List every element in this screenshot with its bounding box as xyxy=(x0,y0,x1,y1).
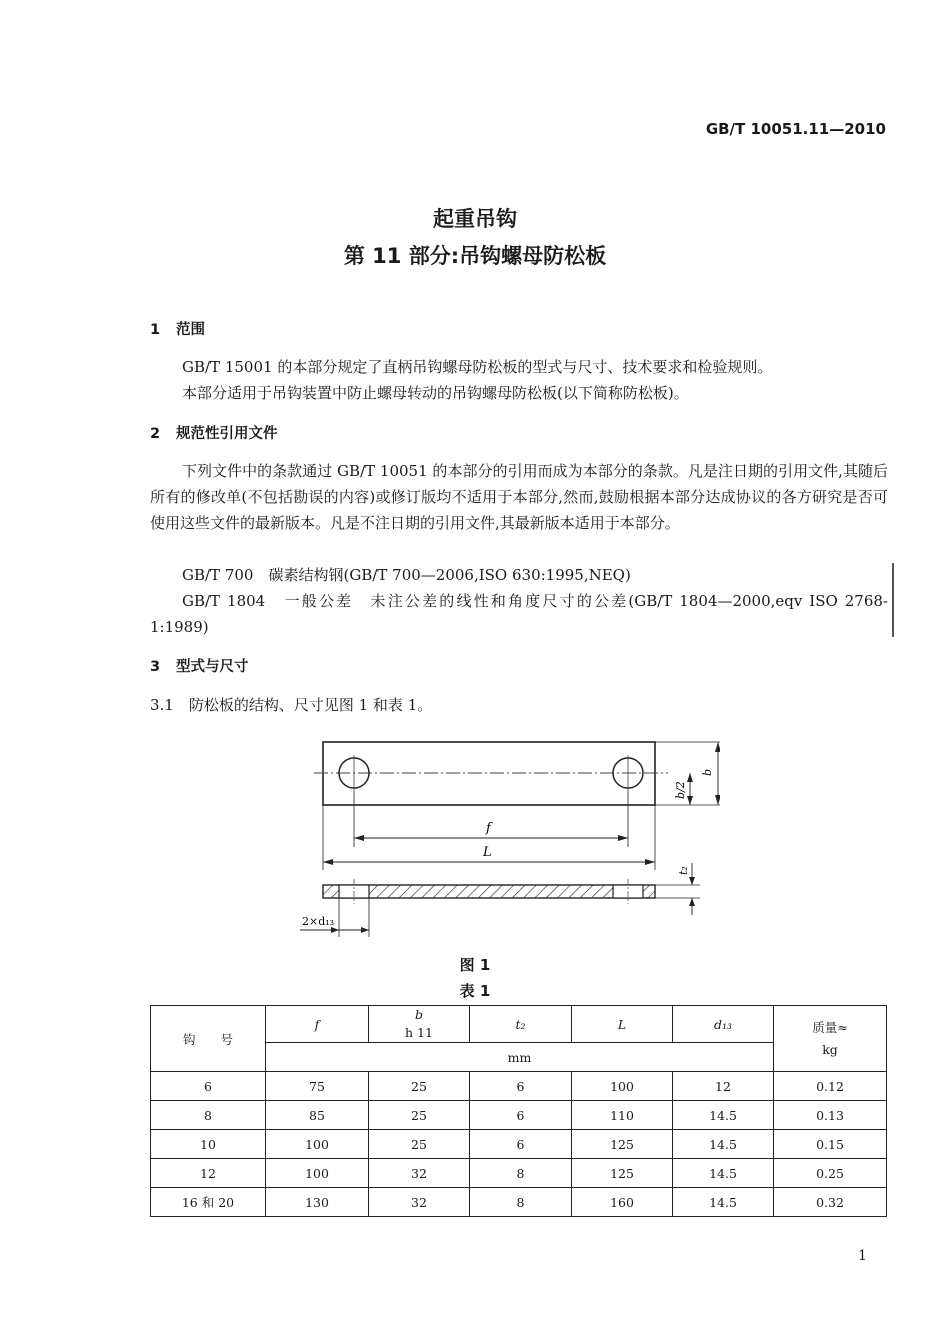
header-f: f xyxy=(266,1006,369,1043)
arrow xyxy=(687,796,693,805)
header-b-symbol: b xyxy=(414,1007,423,1022)
cell: 16 和 20 xyxy=(151,1188,266,1217)
arrow xyxy=(323,859,333,865)
cell: 125 xyxy=(572,1159,673,1188)
section-3-heading xyxy=(150,655,249,676)
arrow xyxy=(645,859,655,865)
cell: 32 xyxy=(369,1159,470,1188)
dimension-table xyxy=(150,1005,887,1217)
standard-code: GB/T 10051.11—2010 xyxy=(705,120,886,138)
arrow xyxy=(361,927,369,933)
cell: 0.12 xyxy=(774,1072,887,1101)
arrow xyxy=(354,835,364,841)
table-caption: 表 1 xyxy=(459,982,491,1000)
label-d13: 2×d₁₃ xyxy=(302,915,335,928)
cell: 100 xyxy=(266,1130,369,1159)
table-row xyxy=(151,1188,887,1217)
cell: 14.5 xyxy=(673,1159,774,1188)
header-L: L xyxy=(572,1006,673,1043)
section-number: 3 xyxy=(150,659,161,675)
arrow xyxy=(618,835,628,841)
reference-gbt1804: GB/T 1804 一般公差 未注公差的线性和角度尺寸的公差(GB/T 1804—2000,eqv ISO 2768-1:1989) xyxy=(150,592,888,636)
label-b-half: b/2 xyxy=(674,781,687,799)
reference-gbt700: GB/T 700 碳素结构钢(GB/T 700—2006,ISO 630:1995,NEQ) xyxy=(182,566,631,584)
section-number: 1 xyxy=(150,322,161,338)
arrow xyxy=(689,898,695,906)
header-d13: d₁₃ xyxy=(673,1006,774,1043)
cell: 75 xyxy=(266,1072,369,1101)
cell: 6 xyxy=(151,1072,266,1101)
lock-plate-drawing xyxy=(290,735,720,945)
cell: 0.32 xyxy=(774,1188,887,1217)
cell: 6 xyxy=(470,1072,572,1101)
cell: 25 xyxy=(369,1130,470,1159)
header-t2: t₂ xyxy=(470,1006,572,1043)
cell: 14.5 xyxy=(673,1188,774,1217)
section-2-heading xyxy=(150,422,278,443)
cell: 110 xyxy=(572,1101,673,1130)
cell: 14.5 xyxy=(673,1130,774,1159)
cell: 32 xyxy=(369,1188,470,1217)
header-b-tolerance: h 11 xyxy=(405,1025,433,1040)
doc-title: 起重吊钩 xyxy=(433,207,517,231)
cell: 14.5 xyxy=(673,1101,774,1130)
section-3-1-para: 3.1 防松板的结构、尺寸见图 1 和表 1。 xyxy=(150,696,433,714)
cell: 6 xyxy=(470,1101,572,1130)
cell: 0.13 xyxy=(774,1101,887,1130)
arrow xyxy=(689,877,695,885)
arrow xyxy=(715,742,720,752)
label-f: f xyxy=(486,821,491,836)
header-mass-unit: kg xyxy=(822,1041,838,1057)
section-title: 范围 xyxy=(176,322,205,338)
figure-caption: 图 1 xyxy=(459,956,491,974)
header-unit: mm xyxy=(266,1043,774,1072)
cell: 8 xyxy=(151,1101,266,1130)
arrow xyxy=(715,795,720,805)
cell: 100 xyxy=(572,1072,673,1101)
cell: 100 xyxy=(266,1159,369,1188)
label-L: L xyxy=(483,845,492,860)
cell: 25 xyxy=(369,1072,470,1101)
plate-outline xyxy=(323,742,655,805)
arrow xyxy=(687,773,693,782)
header-hook: 钩 号 xyxy=(151,1006,266,1072)
cell: 12 xyxy=(673,1072,774,1101)
page-number: 1 xyxy=(858,1248,867,1264)
section-1-para-2: 本部分适用于吊钩装置中防止螺母转动的吊钩螺母防松板(以下简称防松板)。 xyxy=(182,384,689,402)
cell: 125 xyxy=(572,1130,673,1159)
cell: 10 xyxy=(151,1130,266,1159)
revision-bar xyxy=(892,563,894,637)
cell: 85 xyxy=(266,1101,369,1130)
header-b xyxy=(369,1006,470,1043)
section-title: 型式与尺寸 xyxy=(176,659,249,675)
cell: 25 xyxy=(369,1101,470,1130)
header-mass-label: 质量≈ xyxy=(812,1019,848,1035)
table-row xyxy=(151,1101,887,1130)
label-t2: t₂ xyxy=(677,866,690,875)
cell: 0.25 xyxy=(774,1159,887,1188)
cell: 6 xyxy=(470,1130,572,1159)
section-1-heading xyxy=(150,318,205,339)
section-number: 2 xyxy=(150,426,161,442)
section-title: 规范性引用文件 xyxy=(176,426,278,442)
cell: 8 xyxy=(470,1159,572,1188)
header-mass xyxy=(774,1006,887,1072)
label-b: b xyxy=(701,768,714,776)
cell: 12 xyxy=(151,1159,266,1188)
section-view xyxy=(323,885,655,898)
cell: 130 xyxy=(266,1188,369,1217)
cell: 160 xyxy=(572,1188,673,1217)
doc-subtitle: 第 11 部分:吊钩螺母防松板 xyxy=(343,244,607,268)
section-2-para-1: 下列文件中的条款通过 GB/T 10051 的本部分的引用而成为本部分的条款。凡是注日期的引用文件,其随后所有的修改单(不包括勘误的内容)或修订版均不适用于本部分,然而,鼓励根据本部分达成协议的各方研究是否可使用这些文件的最新版本。凡是不注日期的引用文件,其最新版本适用于本部分。 xyxy=(150,462,888,532)
table-row xyxy=(151,1130,887,1159)
cell: 0.15 xyxy=(774,1130,887,1159)
table-row xyxy=(151,1072,887,1101)
table-row xyxy=(151,1159,887,1188)
cell: 8 xyxy=(470,1188,572,1217)
section-1-para-1: GB/T 15001 的本部分规定了直柄吊钩螺母防松板的型式与尺寸、技术要求和检验规则。 xyxy=(182,358,773,376)
